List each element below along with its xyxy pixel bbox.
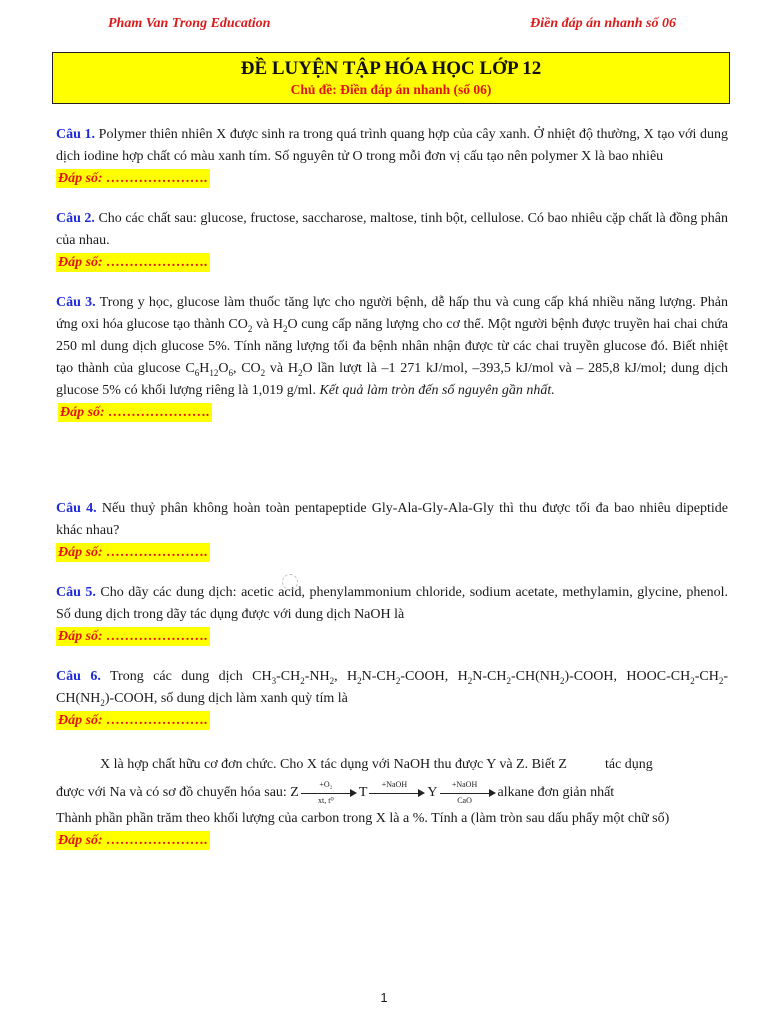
question-text — [56, 582, 728, 626]
question-text — [56, 666, 728, 710]
question-body: Trong y học, glucose làm thuốc tăng lực cho người bệnh, dễ hấp thu và cung cấp khá nhiều năng lượng. Phản ứng oxi hóa glucose tạo thành CO — [56, 295, 728, 332]
question-body: -COOH, H — [400, 669, 468, 684]
arrow-condition: CaO — [457, 795, 472, 805]
question-body: Thành phần phần trăm theo khối lượng của carbon trong X là a %. Tính a (làm tròn sau dấu phẩy một chữ số) — [56, 811, 670, 826]
question-body: tác dụng — [604, 757, 653, 772]
question-body: O — [218, 361, 229, 376]
answer-blank[interactable]: Đáp số: …………………. — [58, 833, 208, 848]
question-body: Nếu thuỷ phân không hoàn toàn pentapeptide Gly-Ala-Gly-Ala-Gly thì thu được tối đa bao nhiêu dipeptide khác nhau? — [56, 501, 728, 538]
question-text — [56, 498, 728, 542]
answer-blank[interactable]: Đáp số: …………………. — [58, 255, 208, 270]
subscript: 2 — [282, 323, 288, 334]
arrow-reagent: +NaOH — [381, 779, 408, 789]
arrow-reagent: +NaOH — [451, 779, 478, 789]
subscript: 6 — [194, 367, 200, 378]
arrow-condition: xt, t⁰ — [318, 795, 334, 805]
question-body: và H — [252, 317, 283, 332]
question-body: -CH — [694, 669, 719, 684]
question-body: H — [199, 361, 210, 376]
question-label: Câu 2. — [56, 211, 95, 226]
subscript: 2 — [559, 675, 565, 686]
question-4 — [56, 498, 728, 564]
subscript: 2 — [329, 675, 335, 686]
arrow-reagent: +O₂ — [319, 779, 333, 789]
question-body: và H — [265, 361, 298, 376]
question-text — [56, 292, 728, 402]
header-series: Điền đáp án nhanh số 06 — [530, 16, 676, 31]
question-label: Câu 6. — [56, 669, 101, 684]
question-body: được với Na và có sơ đồ chuyển hóa sau: Z — [56, 785, 299, 800]
spacer — [56, 442, 728, 498]
scan-artifact-icon — [282, 574, 298, 590]
reaction-arrow-1 — [301, 779, 357, 805]
compound-y: Y — [427, 785, 438, 800]
subscript: 2 — [506, 675, 511, 686]
question-7 — [56, 754, 728, 852]
question-body: N-CH — [361, 669, 396, 684]
question-body: N-CH — [472, 669, 507, 684]
answer-blank[interactable]: Đáp số: …………………. — [58, 545, 208, 560]
answer-blank[interactable]: Đáp số: …………………. — [58, 713, 208, 728]
title-box — [52, 52, 730, 104]
reaction-arrow-2 — [369, 779, 425, 798]
question-body: Cho dãy các dung dịch: acetic acid, phenylammonium chloride, sodium acetate, methylamin, glycine, phenol. Số dung dịch trong dãy tác dụng được với dung dịch NaOH là — [56, 585, 728, 622]
question-label: Câu 3. — [56, 295, 96, 310]
question-body: , H — [334, 669, 358, 684]
subscript: 2 — [690, 675, 695, 686]
subscript: 2 — [260, 367, 266, 378]
question-body: O lần lượt là –1 271 kJ/mol, –393,5 kJ/mol và – 285,8 kJ/mol; dung dịch glucose 5% có khối lượng riêng là 1,019 g/ml. — [56, 361, 728, 398]
subscript: 2 — [247, 323, 253, 334]
subscript: 2 — [357, 675, 362, 686]
question-text — [56, 208, 728, 252]
subscript: 2 — [718, 675, 724, 686]
question-2 — [56, 208, 728, 274]
header-brand: Pham Van Trong Education — [108, 16, 271, 31]
question-6 — [56, 666, 728, 732]
question-label: Câu 4. — [56, 501, 97, 516]
question-body: O cung cấp năng lượng cho cơ thể. Một người bệnh được truyền hai chai chứa 250 ml dung dịch glucose 5%. Tính năng lượng tối đa bệnh nhân nhận được từ các chai truyền glucose đó. Biết nhiệt tạo thành của glucose C — [56, 317, 728, 376]
rounding-note: Kết quả làm tròn đến số nguyên gần nhất. — [319, 383, 555, 398]
question-label: Câu 5. — [56, 585, 96, 600]
question-body: X là hợp chất hữu cơ đơn chức. Cho X tác dụng với NaOH thu được Y và Z. Biết Z — [100, 757, 567, 772]
question-body: )-COOH, HOOC-CH — [564, 669, 691, 684]
question-3 — [56, 292, 728, 424]
question-body: -CH(NH — [510, 669, 560, 684]
page-subtitle: Chủ đề: Điền đáp án nhanh (số 06) — [290, 82, 492, 97]
question-body: , CO — [232, 361, 261, 376]
reaction-scheme — [56, 779, 728, 805]
question-text — [56, 124, 728, 168]
question-body: Trong các dung dịch CH — [100, 669, 272, 684]
question-body: Cho các chất sau: glucose, fructose, saccharose, maltose, tinh bột, cellulose. Có bao nhiêu cặp chất là đồng phân của nhau. — [56, 211, 728, 248]
question-text — [56, 754, 728, 776]
question-body: )-COOH, số dung dịch làm xanh quỳ tím là — [104, 691, 348, 706]
subscript: 2 — [395, 675, 401, 686]
question-list — [56, 124, 728, 870]
question-body: -CH(NH — [56, 669, 728, 706]
compound-t: T — [358, 785, 368, 800]
question-body: -NH — [304, 669, 330, 684]
question-5 — [56, 582, 728, 648]
page-number: 1 — [380, 990, 388, 1005]
subscript: 12 — [209, 367, 219, 378]
subscript: 2 — [297, 367, 303, 378]
question-label: Câu 1. — [56, 127, 96, 142]
page-title: ĐỀ LUYỆN TẬP HÓA HỌC LỚP 12 — [240, 58, 542, 79]
subscript: 2 — [467, 675, 473, 686]
question-body: -CH — [276, 669, 301, 684]
answer-blank[interactable]: Đáp số: …………………. — [58, 171, 208, 186]
answer-blank[interactable]: Đáp số: …………………. — [60, 405, 210, 420]
reaction-arrow-3 — [440, 779, 496, 805]
question-body: Polymer thiên nhiên X được sinh ra trong quá trình quang hợp của cây xanh. Ở nhiệt độ thường, X tạo với dung dịch iodine hợp chất có màu xanh tím. Số nguyên tử O trong mỗi đơn vị cấu tạo nên polymer X là bao nhiêu — [56, 127, 728, 164]
question-text — [56, 808, 728, 830]
subscript: 2 — [300, 675, 305, 686]
question-body: alkane đơn giản nhất — [497, 785, 615, 800]
answer-blank[interactable]: Đáp số: …………………. — [58, 629, 208, 644]
subscript: 6 — [228, 367, 233, 378]
question-1 — [56, 124, 728, 190]
subscript: 3 — [271, 675, 277, 686]
subscript: 2 — [100, 697, 105, 708]
